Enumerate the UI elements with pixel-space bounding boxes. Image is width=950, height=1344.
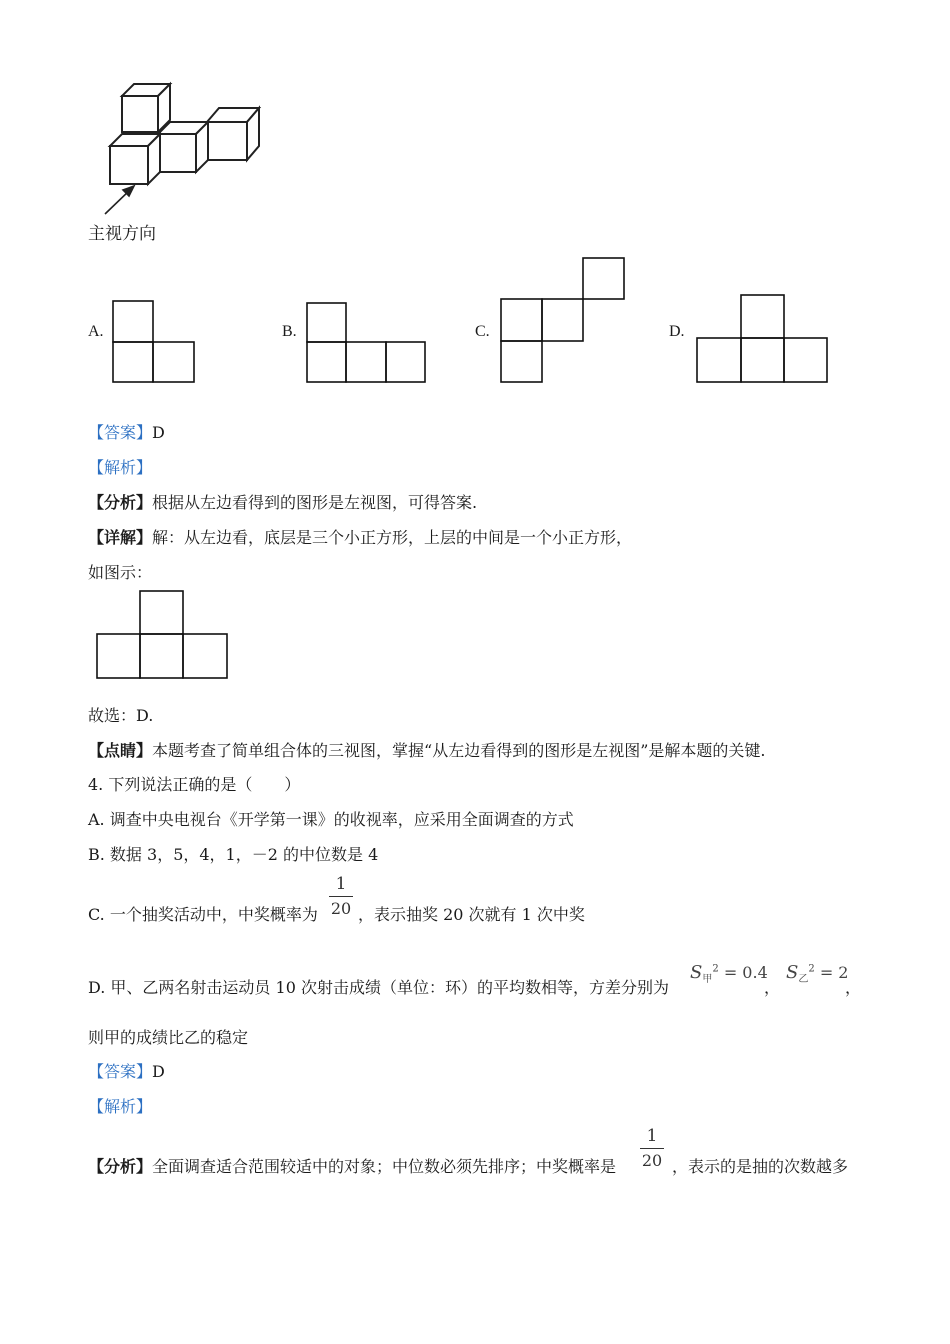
q3-choose: 故选：D. <box>88 706 154 725</box>
option-a-label: A. <box>88 323 104 340</box>
variance-separator: ， <box>764 978 781 997</box>
q4-analysis-tag: 【解析】 <box>88 1097 153 1116</box>
option-c-fraction <box>329 874 353 918</box>
answer-value: D <box>152 423 165 442</box>
fraction-denominator: 20 <box>330 899 352 918</box>
variance-value: = 2 <box>819 963 849 982</box>
q4-answer <box>88 1059 165 1082</box>
solution-square <box>140 591 183 634</box>
variance-superscript: 2 <box>808 963 815 975</box>
solution-square <box>97 634 140 678</box>
solution-square <box>140 634 183 678</box>
variance-symbol: S <box>786 962 799 983</box>
q4-option-c <box>88 902 318 925</box>
fenxi-post: ，表示的是抽的次数越多 <box>672 1157 849 1176</box>
variance-yi <box>786 962 848 985</box>
option-c-pre: C. 一个抽奖活动中，中奖概率为 <box>88 905 318 924</box>
variance-superscript: 2 <box>712 963 719 975</box>
fraction-bar <box>640 1148 664 1149</box>
q3-dianjing <box>88 738 765 761</box>
answer-value: D <box>152 1062 165 1081</box>
q4-option-d <box>88 975 669 998</box>
answer-tag: 【答案】 <box>88 1062 153 1081</box>
option-d-pre: D. 甲、乙两名射击运动员 10 次射击成绩（单位：环）的平均数相等，方差分别为 <box>88 978 669 997</box>
option-b-label: B. <box>282 323 297 340</box>
fenxi-tag: 【分析】 <box>88 493 153 512</box>
q4-option-d-line2: 则甲的成绩比乙的稳定 <box>88 1028 249 1047</box>
fraction-numerator: 1 <box>646 1126 658 1146</box>
variance-subscript: 乙 <box>798 974 809 986</box>
q4-option-b: B. 数据 3，5，4，1，－2 的中位数是 4 <box>88 845 379 864</box>
q3-as-shown: 如图示： <box>88 563 153 582</box>
q3-analysis-tag: 【解析】 <box>88 458 153 477</box>
variance-subscript: 甲 <box>702 974 713 986</box>
q4-option-a: A. 调查中央电视台《开学第一课》的收视率，应采用全面调查的方式 <box>88 810 574 829</box>
variance-jia <box>690 962 768 985</box>
variance-value: = 0.4 <box>723 963 768 982</box>
fraction-denominator: 20 <box>641 1151 663 1170</box>
variance-symbol: S <box>690 962 703 983</box>
fenxi-text: 根据从左边看得到的图形是左视图，可得答案. <box>152 493 478 512</box>
q4-stem: 4. 下列说法正确的是（ ） <box>88 775 301 794</box>
figure-caption: 主视方向 <box>88 224 156 244</box>
fenxi-pre: 全面调查适合范围较适中的对象；中位数必须先排序；中奖概率是 <box>152 1157 617 1176</box>
fraction-numerator: 1 <box>335 874 347 894</box>
option-d-label: D. <box>669 323 685 340</box>
option-d-end: ， <box>845 978 862 997</box>
q4-fenxi <box>88 1154 616 1177</box>
option-c-label: C. <box>475 323 490 340</box>
xiangjie-tag: 【详解】 <box>88 528 153 547</box>
fenxi-fraction <box>640 1126 664 1170</box>
dianjing-text: 本题考查了简单组合体的三视图，掌握“从左边看得到的图形是左视图”是解本题的关键. <box>152 741 766 760</box>
xiangjie-text: 解：从左边看，底层是三个小正方形，上层的中间是一个小正方形， <box>152 528 633 547</box>
solution-square <box>183 634 227 678</box>
fenxi-tag: 【分析】 <box>88 1157 153 1176</box>
answer-tag: 【答案】 <box>88 423 153 442</box>
dianjing-tag: 【点睛】 <box>88 741 153 760</box>
option-c-post: ，表示抽奖 20 次就有 1 次中奖 <box>358 905 585 924</box>
fraction-bar <box>329 896 353 897</box>
